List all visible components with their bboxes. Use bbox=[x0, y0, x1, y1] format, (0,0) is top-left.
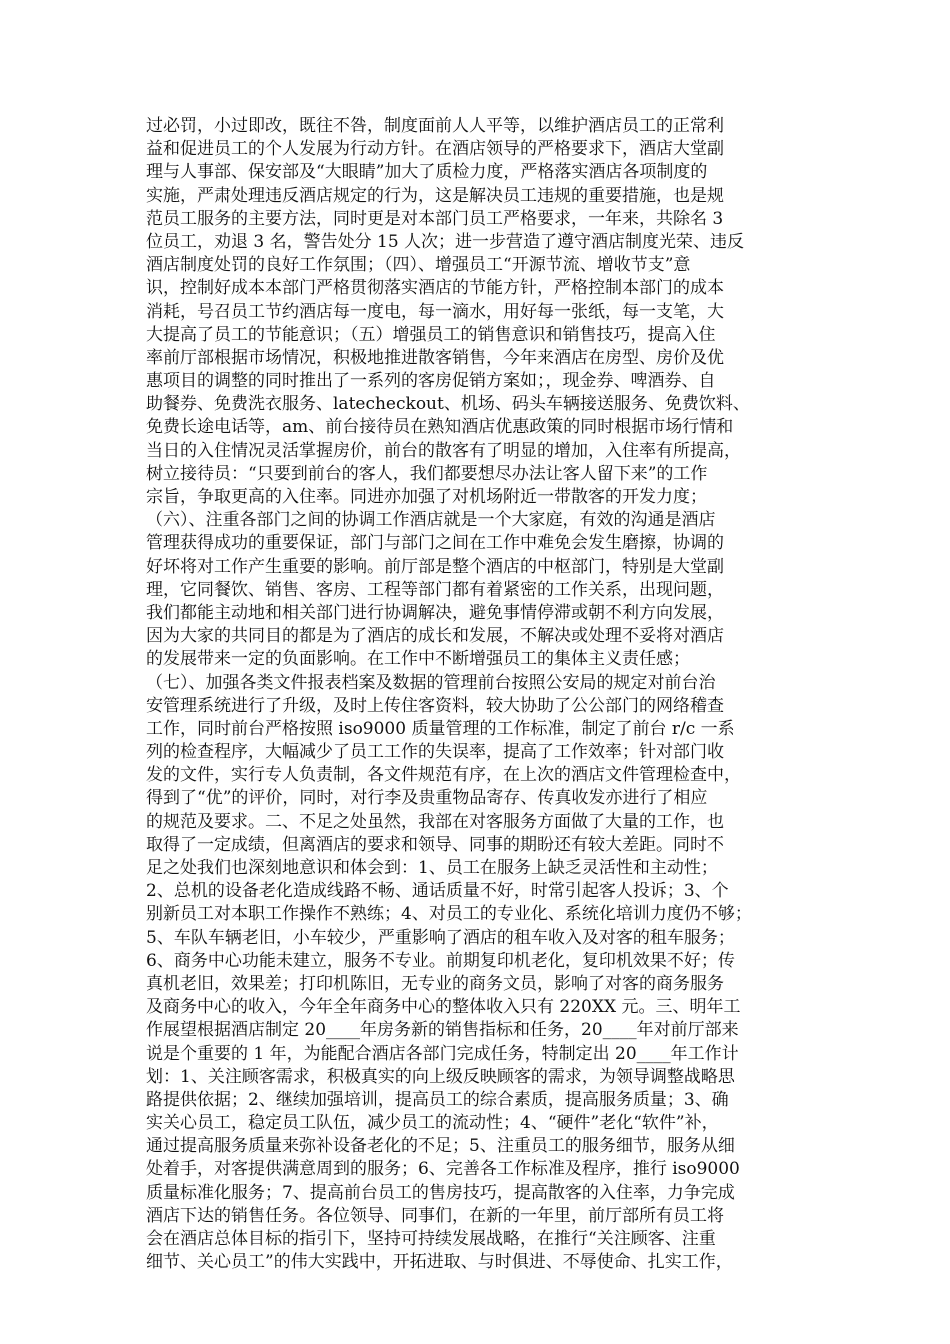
text-line: 大提高了员工的节能意识；（五）增强员工的销售意识和销售技巧，提高入住 bbox=[146, 324, 716, 345]
text-line: 说是个重要的 1 年，为能配合酒店各部门完成任务，特制定出 20____年工作计 bbox=[146, 1043, 739, 1064]
text-line: 真机老旧，效果差；打印机陈旧，无专业的商务文员，影响了对客的商务服务 bbox=[146, 973, 724, 994]
text-line: 位员工，劝退 3 名，警告处分 15 人次；进一步营造了遵守酒店制度光荣、违反 bbox=[146, 231, 745, 252]
text-line: 细节、关心员工”的伟大实践中，开拓进取、与时俱进、不辱使命、扎实工作， bbox=[146, 1252, 733, 1273]
text-line: 益和促进员工的个人发展为行动方针。在酒店领导的严格要求下，酒店大堂副 bbox=[146, 139, 724, 160]
text-line: 路提供依据；2、继续加强培训，提高员工的综合素质，提高服务质量；3、确 bbox=[146, 1089, 729, 1110]
text-line: 树立接待员：“只要到前台的客人，我们都要想尽办法让客人留下来”的工作 bbox=[146, 463, 708, 484]
text-line: 6、商务中心功能未建立，服务不专业。前期复印机老化，复印机效果不好；传 bbox=[146, 950, 735, 971]
text-line: 因为大家的共同目的都是为了酒店的成长和发展，不解决或处理不妥将对酒店 bbox=[146, 626, 724, 647]
text-line: 5、车队车辆老旧，小车较少，严重影响了酒店的租车收入及对客的租车服务； bbox=[146, 927, 735, 948]
text-line: 得到了“优”的评价，同时，对行李及贵重物品寄存、传真收发亦进行了相应 bbox=[146, 788, 708, 809]
text-line: 当日的入住情况灵活掌握房价，前台的散客有了明显的增加，入住率有所提高， bbox=[146, 440, 741, 461]
text-line: 酒店下达的销售任务。各位领导、同事们，在新的一年里，前厅部所有员工将 bbox=[146, 1205, 724, 1226]
text-line: 识，控制好成本本部门严格贯彻落实酒店的节能方针，严格控制本部门的成本 bbox=[146, 278, 724, 299]
text-line: （七）、加强各类文件报表档案及数据的管理前台按照公安局的规定对前台治 bbox=[146, 672, 716, 693]
text-line: 管理获得成功的重要保证，部门与部门之间在工作中难免会发生磨擦，协调的 bbox=[146, 533, 724, 554]
text-line: 好坏将对工作产生重要的影响。前厅部是整个酒店的中枢部门，特别是大堂副 bbox=[146, 556, 724, 577]
text-line: （六）、注重各部门之间的协调工作酒店就是一个大家庭，有效的沟通是酒店 bbox=[146, 510, 716, 531]
text-line: 列的检查程序，大幅减少了员工工作的失误率，提高了工作效率；针对部门收 bbox=[146, 742, 724, 763]
text-line: 工作，同时前台严格按照 iso9000 质量管理的工作标准，制定了前台 r/c 一系 bbox=[146, 718, 735, 739]
text-line: 取得了一定成绩，但离酒店的要求和领导、同事的期盼还有较大差距。同时不 bbox=[146, 834, 724, 855]
body-text bbox=[146, 115, 806, 1274]
text-line: 质量标准化服务；7、提高前台员工的售房技巧，提高散客的入住率，力争完成 bbox=[146, 1182, 735, 1203]
text-line: 作展望根据酒店制定 20____年房务新的销售指标和任务，20____年对前厅部来 bbox=[146, 1020, 739, 1041]
text-line: 酒店制度处罚的良好工作氛围；（四）、增强员工“开源节流、增收节支”意 bbox=[146, 255, 691, 276]
text-line: 通过提高服务质量来弥补设备老化的不足；5、注重员工的服务细节，服务从细 bbox=[146, 1136, 735, 1157]
text-line: 安管理系统进行了升级，及时上传住客资料，较大协助了公公部门的网络稽查 bbox=[146, 695, 724, 716]
text-line: 范员工服务的主要方法，同时更是对本部门员工严格要求，一年来，共除名 3 bbox=[146, 208, 724, 229]
text-line: 划：1、关注顾客需求，积极真实的向上级反映顾客的需求，为领导调整战略思 bbox=[146, 1066, 735, 1087]
text-line: 惠项目的调整的同时推出了一系列的客房促销方案如；，现金券、啤酒券、自 bbox=[146, 371, 716, 392]
text-line: 的规范及要求。二、不足之处虽然，我部在对客服务方面做了大量的工作，也 bbox=[146, 811, 724, 832]
text-line: 理与人事部、保安部及“大眼睛”加大了质检力度，严格落实酒店各项制度的 bbox=[146, 162, 708, 183]
text-line: 我们都能主动地和相关部门进行协调解决，避免事情停滞或朝不利方向发展， bbox=[146, 602, 724, 623]
text-line: 2、总机的设备老化造成线路不畅、通话质量不好，时常引起客人投诉；3、个 bbox=[146, 881, 729, 902]
text-line: 消耗，号召员工节约酒店每一度电，每一滴水，用好每一张纸，每一支笔，大 bbox=[146, 301, 724, 322]
text-line: 助餐券、免费洗衣服务、latecheckout、机场、码头车辆接送服务、免费饮料、 bbox=[146, 394, 750, 415]
text-line: 实关心员工，稳定员工队伍，减少员工的流动性；4、“硬件”老化“软件”补， bbox=[146, 1113, 719, 1134]
text-line: 别新员工对本职工作操作不熟练；4、对员工的专业化、系统化培训力度仍不够； bbox=[146, 904, 752, 925]
text-line: 会在酒店总体目标的指引下，坚持可持续发展战略，在推行“关注顾客、注重 bbox=[146, 1229, 716, 1249]
text-line: 处着手，对客提供满意周到的服务；6、完善各工作标准及程序，推行 iso9000 bbox=[146, 1159, 740, 1180]
text-line: 实施，严肃处理违反酒店规定的行为，这是解决员工违规的重要措施，也是规 bbox=[146, 185, 724, 206]
text-line: 足之处我们也深刻地意识和体会到：1、员工在服务上缺乏灵活性和主动性； bbox=[146, 858, 718, 878]
text-line: 率前厅部根据市场情况，积极地推进散客销售，今年来酒店在房型、房价及优 bbox=[146, 347, 724, 368]
text-line: 宗旨，争取更高的入住率。同进亦加强了对机场附近一带散客的开发力度； bbox=[146, 487, 707, 507]
text-line: 及商务中心的收入，今年全年商务中心的整体收入只有 220XX 元。三、明年工 bbox=[146, 997, 741, 1018]
text-line: 发的文件，实行专人负责制，各文件规范有序，在上次的酒店文件管理检查中， bbox=[146, 765, 741, 786]
text-line: 理，它同餐饮、销售、客房、工程等部门都有着紧密的工作关系，出现问题， bbox=[146, 579, 724, 600]
text-line: 过必罚，小过即改，既往不咎，制度面前人人平等，以维护酒店员工的正常利 bbox=[146, 116, 724, 136]
text-line: 免费长途电话等，am、前台接待员在熟知酒店优惠政策的同时根据市场行情和 bbox=[146, 417, 734, 438]
text-line: 的发展带来一定的负面影响。在工作中不断增强员工的集体主义责任感； bbox=[146, 649, 690, 670]
